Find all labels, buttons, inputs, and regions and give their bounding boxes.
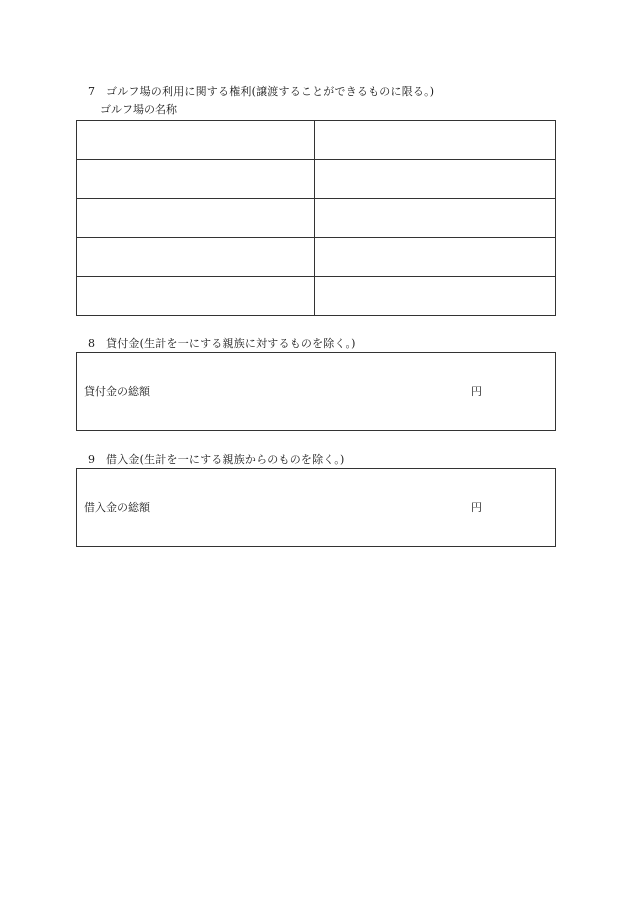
golf-course-name-cell[interactable] [77,199,315,238]
golf-course-value-cell[interactable] [315,277,556,316]
section-8-number: 8 [88,337,96,350]
table-row [77,121,556,160]
borrowings-total-label: 借入金の総額 [84,501,150,514]
yen-unit: 円 [471,385,482,398]
loans-receivable-box[interactable] [76,352,556,431]
golf-course-name-cell[interactable] [77,160,315,199]
section-7-title: ゴルフ場の利用に関する権利(譲渡することができるものに限る。) [106,85,435,98]
table-row [77,277,556,316]
golf-course-value-cell[interactable] [315,121,556,160]
section-7-heading [88,85,434,99]
golf-course-name-cell[interactable] [77,121,315,160]
borrowings-box[interactable] [76,468,556,547]
golf-course-name-label: ゴルフ場の名称 [100,103,177,116]
section-9-number: 9 [88,453,96,466]
table-row [77,160,556,199]
section-9-heading [88,453,344,467]
loans-receivable-total-label: 貸付金の総額 [84,385,150,398]
section-8-title: 貸付金(生計を一にする親族に対するものを除く。) [106,337,356,350]
section-9-title: 借入金(生計を一にする親族からのものを除く。) [106,453,345,466]
section-8-heading [88,337,356,351]
golf-course-value-cell[interactable] [315,199,556,238]
golf-course-name-cell[interactable] [77,238,315,277]
golf-course-value-cell[interactable] [315,160,556,199]
table-row [77,199,556,238]
yen-unit: 円 [471,501,482,514]
table-row [77,238,556,277]
section-7-number: 7 [88,85,96,98]
golf-course-table [76,120,556,316]
golf-course-name-cell[interactable] [77,277,315,316]
golf-course-value-cell[interactable] [315,238,556,277]
